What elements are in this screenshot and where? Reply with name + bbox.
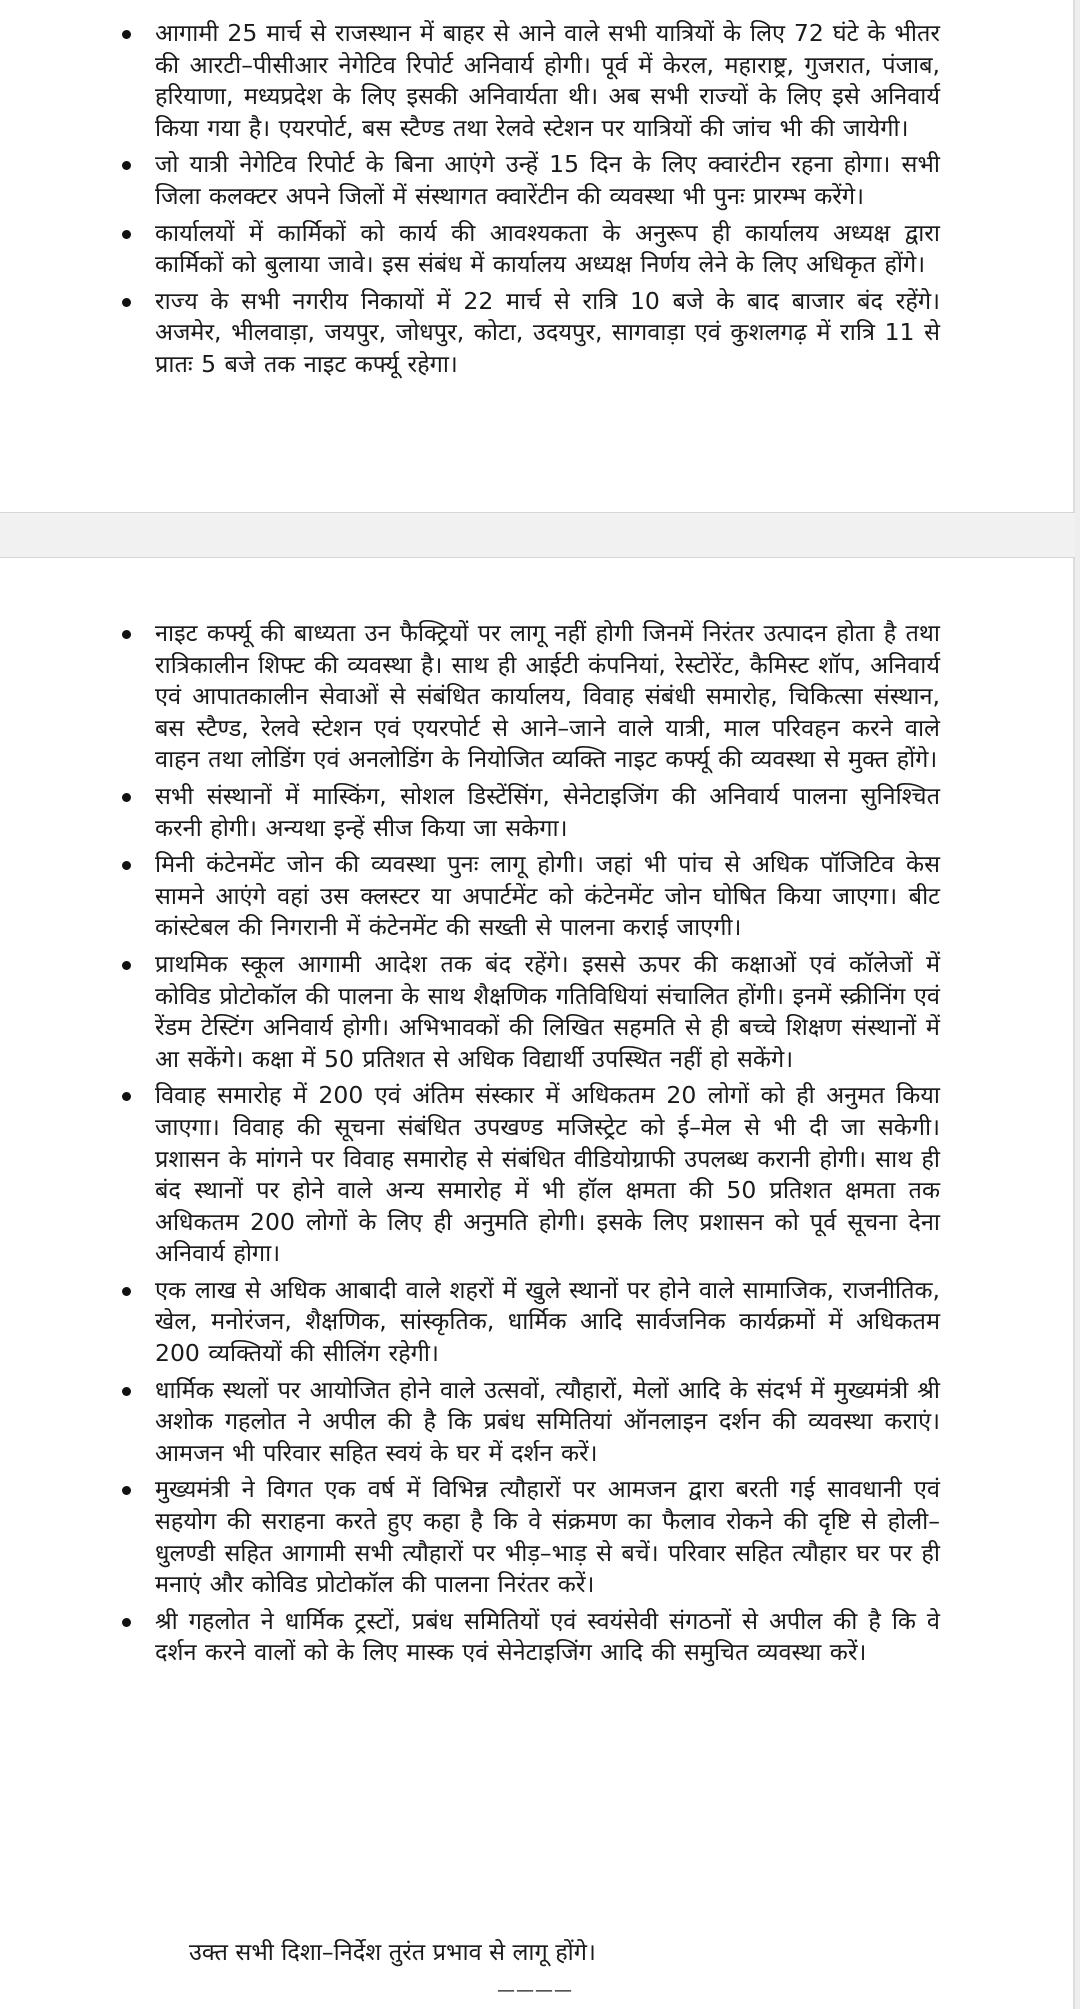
scrollbar-track[interactable] (1075, 0, 1080, 2009)
list-item: नाइट कर्फ्यू की बाध्यता उन फैक्ट्रियों पर लागू नहीं होगी जिनमें निरंतर उत्पादन होता है तथा रात्रिकालीन शिफ्ट की व्यवस्था है। साथ ही आईटी कंपनियां, रेस्टोरेंट, कैमिस्ट शॉप, अनिवार्य एवं आपातकालीन सेवाओं से संबंधित कार्यालय, विवाह संबंधी समारोह, चिकित्सा संस्थान, बस स्टैण्ड, रेलवे स्टेशन एवं एयरपोर्ट से आने–जाने वाले यात्री, माल परिवहन करने वाले वाहन तथा लोडिंग एवं अनलोडिंग के नियोजित व्यक्ति नाइट कर्फ्यू की व्यवस्था से मुक्त होंगे। (155, 618, 940, 776)
list-item: मुख्यमंत्री ने विगत एक वर्ष में विभिन्न त्यौहारों पर आमजन द्वारा बरती गई सावधानी एवं सहयोग की सराहना करते हुए कहा है कि वे संक्रमण का फैलाव रोकने की दृष्टि से होली–धुलण्डी सहित आगामी सभी त्यौहारों पर भीड़–भाड़ से बचें। परिवार सहित त्यौहार घर पर ही मनाएं और कोविड प्रोटोकॉल की पालना निरंतर करें। (155, 1474, 940, 1600)
list-item: धार्मिक स्थलों पर आयोजित होने वाले उत्सवों, त्यौहारों, मेलों आदि के संदर्भ में मुख्यमंत्री श्री अशोक गहलोत ने अपील की है कि प्रबंध समितियां ऑनलाइन दर्शन की व्यवस्था कराएं। आमजन भी परिवार सहित स्वयं के घर में दर्शन करें। (155, 1375, 940, 1470)
closing-statement: उक्त सभी दिशा–निर्देश तुरंत प्रभाव से लागू होंगे। (189, 1938, 596, 1966)
list-item: सभी संस्थानों में मास्किंग, सोशल डिस्टेंसिंग, सेनेटाइजिंग की अनिवार्य पालना सुनिश्चित करनी होगी। अन्यथा इन्हें सीज किया जा सकेगा। (155, 781, 940, 844)
page-separator (0, 512, 1080, 558)
bullet-list (155, 618, 940, 1674)
list-item: आगामी 25 मार्च से राजस्थान में बाहर से आने वाले सभी यात्रियों के लिए 72 घंटे के भीतर की आरटी–पीसीआर नेगेटिव रिपोर्ट अनिवार्य होगी। पूर्व में केरल, महाराष्ट्र, गुजरात, पंजाब, हरियाणा, मध्यप्रदेश के लिए इसकी अनिवार्यता थी। अब सभी राज्यों के लिए इसे अनिवार्य किया गया है। एयरपोर्ट, बस स्टैण्ड तथा रेलवे स्टेशन पर यात्रियों की जांच भी की जायेगी। (155, 18, 940, 144)
list-item: कार्यालयों में कार्मिकों को कार्य की आवश्यकता के अनुरूप ही कार्यालय अध्यक्ष द्वारा कार्मिकों को बुलाया जावे। इस संबंध में कार्यालय अध्यक्ष निर्णय लेने के लिए अधिकृत होंगे। (155, 218, 940, 281)
list-item: प्राथमिक स्कूल आगामी आदेश तक बंद रहेंगे। इससे ऊपर की कक्षाओं एवं कॉलेजों में कोविड प्रोटोकॉल की पालना के साथ शैक्षणिक गतिविधियां संचालित होंगी। इनमें स्क्रीनिंग एवं रेंडम टेस्टिंग अनिवार्य होगी। अभिभावकों की लिखित सहमति से ही बच्चे शिक्षण संस्थानों में आ सकेंगे। कक्षा में 50 प्रतिशत से अधिक विद्यार्थी उपस्थित नहीं हो सकेंगे। (155, 949, 940, 1075)
list-item: राज्य के सभी नगरीय निकायों में 22 मार्च से रात्रि 10 बजे के बाद बाजार बंद रहेंगे। अजमेर, भीलवाड़ा, जयपुर, जोधपुर, कोटा, उदयपुर, सागवाड़ा एवं कुशलगढ़ में रात्रि 11 से प्रातः 5 बजे तक नाइट कर्फ्यू रहेगा। (155, 286, 940, 381)
bullet-list (155, 18, 940, 386)
document-page-1 (0, 0, 1075, 512)
list-item: एक लाख से अधिक आबादी वाले शहरों में खुले स्थानों पर होने वाले सामाजिक, राजनीतिक, खेल, मनोरंजन, शैक्षणिक, सांस्कृतिक, धार्मिक आदि सार्वजनिक कार्यक्रमों में अधिकतम 200 व्यक्तियों की सीलिंग रहेगी। (155, 1275, 940, 1370)
list-item: जो यात्री नेगेटिव रिपोर्ट के बिना आएंगे उन्हें 15 दिन के लिए क्वारंटीन रहना होगा। सभी जिला कलक्टर अपने जिलों में संस्थागत क्वारेंटीन की व्यवस्था भी पुनः प्रारम्भ करेंगे। (155, 149, 940, 212)
document-page-2 (0, 558, 1075, 2009)
list-item: श्री गहलोत ने धार्मिक ट्रस्टों, प्रबंध समितियों एवं स्वयंसेवी संगठनों से अपील की है कि वे दर्शन करने वालों को के लिए मास्क एवं सेनेटाइजिंग आदि की समुचित व्यवस्था करें। (155, 1606, 940, 1669)
end-of-document-mark: ———— (497, 1980, 573, 2001)
list-item: विवाह समारोह में 200 एवं अंतिम संस्कार में अधिकतम 20 लोगों को ही अनुमत किया जाएगा। विवाह की सूचना संबंधित उपखण्ड मजिस्ट्रेट को ई–मेल से भी दी जा सकेगी। प्रशासन के मांगने पर विवाह समारोह से संबंधित वीडियोग्राफी उपलब्ध करानी होगी। साथ ही बंद स्थानों पर होने वाले अन्य समारोह में भी हॉल क्षमता की 50 प्रतिशत क्षमता तक अधिकतम 200 लोगों के लिए ही अनुमति होगी। इसके लिए प्रशासन को पूर्व सूचना देना अनिवार्य होगा। (155, 1080, 940, 1270)
list-item: मिनी कंटेनमेंट जोन की व्यवस्था पुनः लागू होगी। जहां भी पांच से अधिक पॉजिटिव केस सामने आएंगे वहां उस क्लस्टर या अपार्टमेंट को कंटेनमेंट जोन घोषित किया जाएगा। बीट कांस्टेबल की निगरानी में कंटेनमेंट की सख्ती से पालना कराई जाएगी। (155, 849, 940, 944)
